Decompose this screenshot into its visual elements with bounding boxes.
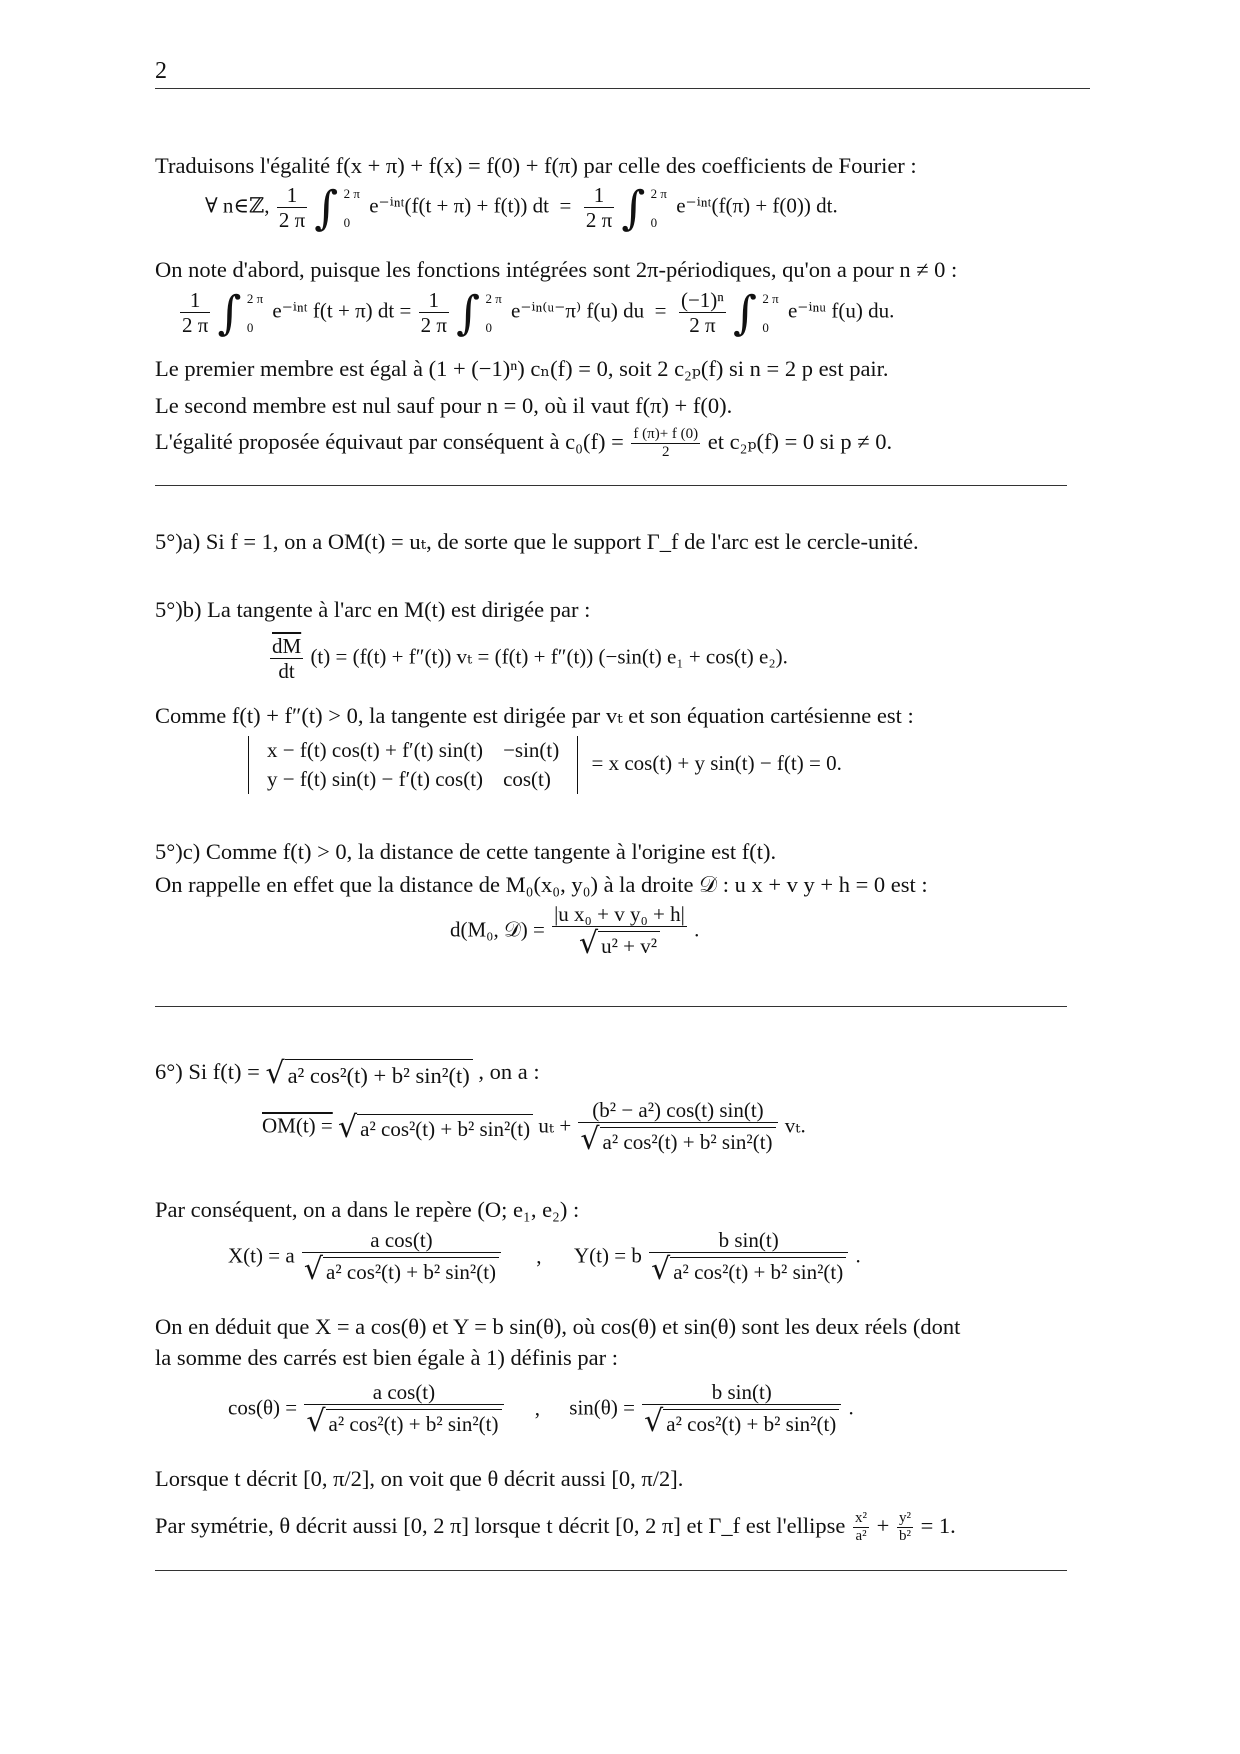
- sqrt: √ u² + v²: [579, 927, 660, 962]
- sec5b-line1: 5°)b) La tangente à l'arc en M(t) est dirigée par :: [155, 597, 591, 622]
- eq-tangent-rest: (t) = (f(t) + f″(t)) vₜ = (f(t) + f″(t)) (−sin(t) e₁ + cos(t) e₂).: [310, 644, 788, 669]
- fraction-sin-theta: $\frac{\text{b sin(t)}}{\text{√ a² cos²(t) + b² sin²(t)}}$: [642, 1380, 841, 1440]
- fraction-vt-coefficient: $\frac{\text{(b² − a²) cos(t) sin(t)}}{\text{√ a² cos²(t) + b² sin²(t)}}$: [578, 1098, 777, 1158]
- forall-quantifier: ∀ n∈ℤ,: [205, 193, 270, 218]
- sec4-line2: On note d'abord, puisque les fonctions intégrées sont 2π-périodiques, qu'on a pour n ≠ 0 :: [155, 257, 958, 282]
- fraction-1-over-2pi: $\frac{1}{2 \pi}$: [182, 288, 209, 338]
- fraction-1-over-2pi: $\frac{1}{2 \pi}$: [585, 183, 613, 233]
- sqrt: √ a² cos²(t) + b² sin²(t): [651, 1253, 846, 1288]
- page-number: 2: [155, 58, 167, 84]
- section-divider: [155, 1006, 1067, 1007]
- det-cell: −sin(t): [503, 738, 560, 762]
- sqrt: √ a² cos²(t) + b² sin²(t): [265, 1058, 472, 1089]
- det-cell: y − f(t) sin(t) − f′(t) cos(t): [267, 767, 484, 791]
- cos-theta-lhs: cos(θ) =: [228, 1395, 298, 1420]
- eq2-term-a: e⁻ⁱⁿᵗ f(t + π) dt =: [272, 298, 412, 323]
- sin-theta-lhs: sin(θ) =: [569, 1395, 635, 1420]
- eq2-term-c: e⁻ⁱⁿᵘ f(u) du.: [787, 298, 895, 323]
- section-divider: [155, 485, 1067, 486]
- eq1-rhs-integrand: e⁻ⁱⁿᵗ(f(π) + f(0)) dt.: [676, 193, 838, 218]
- header-rule: [155, 88, 1090, 89]
- eq2-term-b: e⁻ⁱⁿ⁽ᵘ⁻π⁾ f(u) du: [511, 298, 645, 323]
- integral-sign: ∫: [456, 285, 481, 340]
- sqrt: √ a² cos²(t) + b² sin²(t): [338, 1110, 533, 1145]
- sec5c-line2: On rappelle en effet que la distance de M₀(x₀, y₀) à la droite 𝒟 : u x + v y + h = 0 est :: [155, 872, 928, 897]
- X-lhs: X(t) = a: [228, 1243, 295, 1268]
- fraction-distance: $\frac{\text{|u x₀ + v y₀ + h|}}{\text{√ u² + v²}}$: [554, 902, 685, 962]
- distance-lhs: d(M₀, 𝒟) =: [450, 917, 545, 942]
- fraction-x2-a2: $\frac{\text{x²}}{\text{a²}}$: [855, 1510, 868, 1545]
- om-lhs: OM(t) =: [262, 1113, 333, 1138]
- sec6-line1: 6°) Si f(t) = √ a² cos²(t) + b² sin²(t) , on a :: [155, 1056, 540, 1092]
- integral-sign: ∫: [733, 285, 758, 340]
- sqrt: √ a² cos²(t) + b² sin²(t): [644, 1405, 839, 1440]
- eq-tangent-vector: [268, 634, 788, 683]
- sec5b-line2: Comme f(t) + f″(t) > 0, la tangente est dirigée par vₜ et son équation cartésienne est :: [155, 703, 914, 728]
- fraction-y2-b2: $\frac{\text{y²}}{\text{b²}}$: [898, 1510, 911, 1545]
- fraction-1-over-2pi: $\frac{1}{2 \pi}$: [420, 288, 447, 338]
- det-result: = x cos(t) + y sin(t) − f(t) = 0.: [591, 750, 842, 775]
- determinant: [248, 736, 578, 794]
- sqrt: √ a² cos²(t) + b² sin²(t): [304, 1253, 499, 1288]
- sec6-line6: Par symétrie, θ décrit aussi [0, 2 π] lorsque t décrit [0, 2 π] et Γ_f est l'ellipse $\frac{\text{x²}}{\text{a²}}$ + $\frac{\text{y²}}{\text{b²}}$ = 1.: [155, 1510, 956, 1545]
- sec4-line4: Le second membre est nul sauf pour n = 0, où il vaut f(π) + f(0).: [155, 393, 733, 418]
- fraction-X: $\frac{\text{a cos(t)}}{\text{√ a² cos²(t) + b² sin²(t)}}$: [302, 1228, 501, 1288]
- fraction-half-sum: $\frac{f (\pi)+ f (0)}{2}$: [633, 426, 699, 461]
- eq-fourier-coefficients: ∀ n∈ℤ, $\frac{1}{2 \pi}$ ∫ 2 π 0 e⁻ⁱⁿᵗ(f(t + π) + f(t)) dt = $\frac{1}{2 \pi}$ ∫ 2 π 0 e⁻ⁱⁿᵗ(f(π) + f(0)) dt.: [205, 180, 838, 235]
- sqrt: √ a² cos²(t) + b² sin²(t): [306, 1405, 501, 1440]
- sec6-line3: On en déduit que X = a cos(θ) et Y = b sin(θ), où cos(θ) et sin(θ) sont les deux réels (dont: [155, 1314, 961, 1339]
- sec4-line3: Le premier membre est égal à (1 + (−1)ⁿ) cₙ(f) = 0, soit 2 c₂ₚ(f) si n = 2 p est pair.: [155, 356, 889, 381]
- sec6-line4: la somme des carrés est bien égale à 1) définis par :: [155, 1345, 618, 1370]
- integral-sign: ∫: [217, 285, 242, 340]
- eq-periodicity-change-variable: $\frac{1}{2 \pi}$ ∫ 2 π 0 e⁻ⁱⁿᵗ f(t + π) dt = $\frac{1}{2 \pi}$ ∫ 2 π 0 e⁻ⁱⁿ⁽ᵘ⁻π⁾ f(u) du = $\frac{\text{(−1)ⁿ}}{2 \pi}$ ∫ 2 π 0 e⁻ⁱⁿᵘ f(u) du.: [182, 285, 895, 340]
- eq-determinant: [248, 736, 842, 794]
- sec5a-line1: 5°)a) Si f = 1, on a OM(t) = uₜ, de sorte que le support Γ_f de l'arc est le cercle-unité.: [155, 529, 919, 554]
- sec4-line1: Traduisons l'égalité f(x + π) + f(x) = f(0) + f(π) par celle des coefficients de Fourier :: [155, 153, 917, 178]
- fraction-dM-dt: $\frac{\overline{dM}}{dt}$: [272, 634, 302, 684]
- sec4-line5: L'égalité proposée équivaut par conséquent à c₀(f) = $\frac{f (\pi)+ f (0)}{2}$ et c₂ₚ(f) = 0 si p ≠ 0.: [155, 426, 893, 461]
- integral-limits: 2 π 0: [343, 185, 360, 230]
- fraction-Y: $\frac{\text{b sin(t)}}{\text{√ a² cos²(t) + b² sin²(t)}}$: [649, 1228, 848, 1288]
- eq-distance: d(M₀, 𝒟) = $\frac{\text{|u x₀ + v y₀ + h|}}{\text{√ u² + v²}}$ .: [450, 902, 700, 962]
- integral-limits: 2 π 0: [485, 290, 502, 335]
- eq-cos-sin-theta: cos(θ) = $\frac{\text{a cos(t)}}{\text{√ a² cos²(t) + b² sin²(t)}}$ , sin(θ) = $\frac{\text{b sin(t)}}{\text{√ a² cos²(t) + b² sin²(t)}}$ .: [228, 1380, 854, 1440]
- integral-limits: 2 π 0: [246, 290, 264, 335]
- sec6-line2: Par conséquent, on a dans le repère (O; e₁, e₂) :: [155, 1197, 580, 1222]
- sec5c-line1: 5°)c) Comme f(t) > 0, la distance de cette tangente à l'origine est f(t).: [155, 839, 777, 864]
- fraction-sign-over-2pi: $\frac{\text{(−1)ⁿ}}{2 \pi}$: [680, 288, 724, 338]
- integral-sign: ∫: [621, 180, 646, 235]
- det-cell: cos(t): [503, 767, 551, 791]
- eq1-lhs-integrand: e⁻ⁱⁿᵗ(f(t + π) + f(t)) dt: [369, 193, 549, 218]
- eq-XY: X(t) = a $\frac{\text{a cos(t)}}{\text{√ a² cos²(t) + b² sin²(t)}}$ , Y(t) = b $\frac{\text{b sin(t)}}{\text{√ a² cos²(t) + b² sin²(t)}}$ .: [228, 1228, 861, 1288]
- integral-sign: ∫: [314, 180, 339, 235]
- fraction-cos-theta: $\frac{\text{a cos(t)}}{\text{√ a² cos²(t) + b² sin²(t)}}$: [304, 1380, 503, 1440]
- Y-lhs: Y(t) = b: [574, 1243, 642, 1268]
- vt: vₜ.: [784, 1113, 806, 1138]
- fraction-1-over-2pi: $\frac{1}{2 \pi}$: [278, 183, 306, 233]
- integral-limits: 2 π 0: [762, 290, 779, 335]
- ut-plus: uₜ +: [538, 1113, 572, 1138]
- sec6-line5: Lorsque t décrit [0, π/2], on voit que θ décrit aussi [0, π/2].: [155, 1466, 684, 1491]
- sqrt: √ a² cos²(t) + b² sin²(t): [580, 1123, 775, 1158]
- integral-limits: 2 π 0: [650, 185, 667, 230]
- eq-OM: [262, 1098, 806, 1158]
- det-cell: x − f(t) cos(t) + f′(t) sin(t): [267, 738, 484, 762]
- section-divider: [155, 1570, 1067, 1571]
